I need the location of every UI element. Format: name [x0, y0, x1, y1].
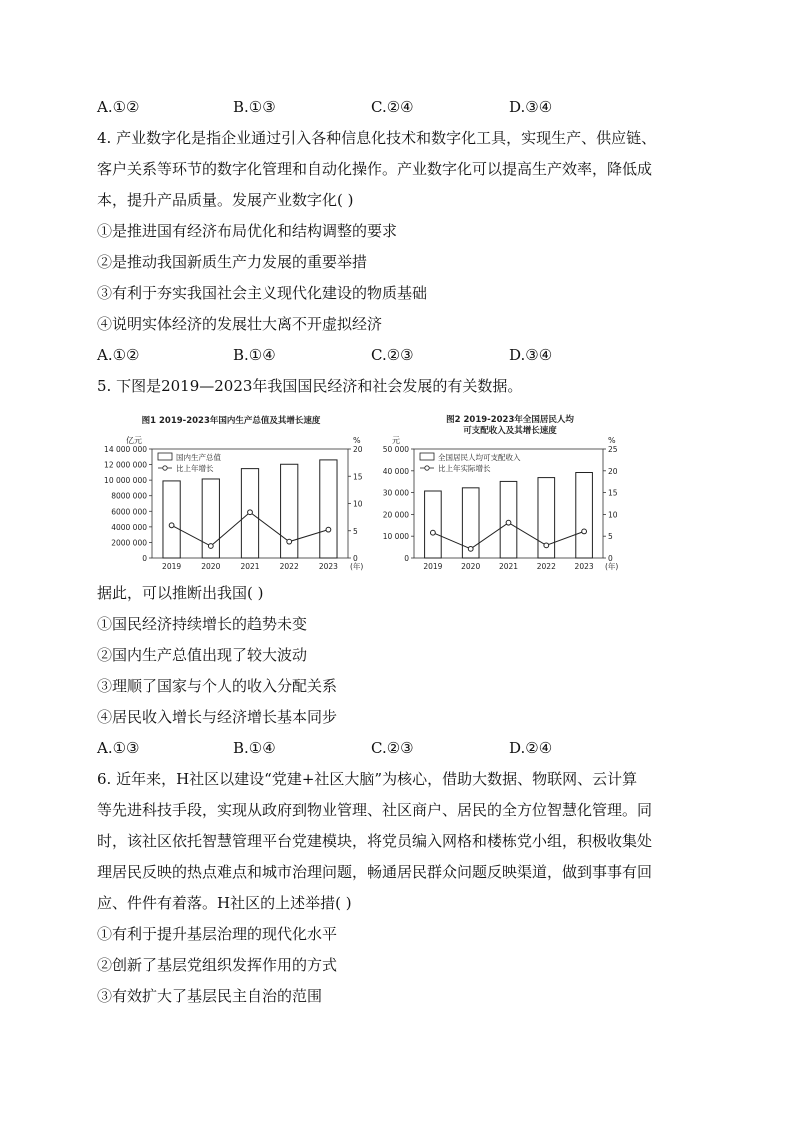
x-tick-label: 2023: [318, 562, 338, 571]
q5-item-3: ③理顺了国家与个人的收入分配关系: [97, 677, 338, 695]
bar: [500, 481, 517, 558]
right-tick-label: 25: [608, 445, 618, 454]
legend-line-label: 比上年实际增长: [438, 464, 491, 473]
right-tick-label: 5: [608, 532, 613, 542]
left-tick-label: 0: [142, 554, 147, 563]
q4-options: [97, 345, 697, 365]
bar: [576, 473, 593, 558]
left-tick-label: 0: [404, 554, 409, 563]
q5-item-1: ①国民经济持续增长的趋势未变: [97, 615, 308, 633]
income-chart: [378, 408, 640, 574]
q6-item-3: ③有效扩大了基层民主自治的范围: [97, 987, 323, 1005]
q6-stem-line-5: 应、件件有着落。H社区的上述举措( ): [97, 894, 352, 912]
right-tick-label: 20: [353, 445, 363, 454]
right-axis-unit: %: [353, 436, 361, 445]
q5-option-a[interactable]: A.①③: [97, 739, 140, 757]
growth-point: [582, 529, 587, 534]
growth-point: [169, 523, 174, 528]
left-axis-unit: 元: [392, 436, 400, 445]
left-tick-label: 40 000: [382, 466, 409, 476]
q5-stem: 5. 下图是2019—2023年我国国民经济和社会发展的有关数据。: [97, 377, 523, 395]
q5-option-c[interactable]: C.②③: [371, 739, 414, 757]
x-tick-label: 2022: [536, 562, 556, 571]
right-tick-label: 10: [608, 510, 618, 520]
q3-options: [97, 97, 697, 117]
q6-stem-line-3: 时，该社区依托智慧管理平台党建模块，将党员编入网格和楼栋党小组，积极收集处: [97, 832, 653, 850]
right-axis-unit: %: [608, 436, 616, 445]
left-tick-label: 10 000: [382, 532, 409, 542]
bar: [320, 460, 337, 558]
q4-item-1: ①是推进国有经济布局优化和结构调整的要求: [97, 222, 398, 240]
right-tick-label: 0: [608, 554, 613, 563]
bar: [163, 481, 180, 558]
x-tick-label: 2020: [461, 562, 481, 571]
chart1-title: 图1 2019-2023年国内生产总值及其增长速度: [141, 416, 321, 426]
q6-item-1: ①有利于提升基层治理的现代化水平: [97, 925, 338, 943]
q5-option-d[interactable]: D.②④: [509, 739, 553, 757]
q5-item-2: ②国内生产总值出现了较大波动: [97, 646, 308, 664]
q5-item-4: ④居民收入增长与经济增长基本同步: [97, 708, 338, 726]
q4-stem-line-2: 客户关系等环节的数字化管理和自动化操作。产业数字化可以提高生产效率，降低成: [97, 160, 653, 178]
right-tick-label: 15: [353, 472, 363, 482]
q5-question: 据此，可以推断出我国( ): [97, 584, 264, 602]
right-tick-label: 20: [608, 466, 618, 476]
q3-option-b[interactable]: B.①③: [233, 98, 276, 116]
left-tick-label: 14 000 000: [104, 445, 147, 454]
q4-stem-line-3: 本，提升产品质量。发展产业数字化( ): [97, 191, 354, 209]
q6-stem-line-1: 6. 近年来，H社区以建设“党建+社区大脑”为核心，借助大数据、物联网、云计算: [97, 770, 638, 788]
x-axis-unit: (年): [605, 562, 619, 571]
q4-item-4: ④说明实体经济的发展壮大离不开虚拟经济: [97, 315, 383, 333]
q6-item-2: ②创新了基层党组织发挥作用的方式: [97, 956, 338, 974]
legend-point-swatch: [425, 466, 429, 470]
legend-point-swatch: [163, 466, 167, 470]
growth-point: [287, 539, 292, 544]
growth-point: [468, 546, 473, 551]
q4-option-d[interactable]: D.③④: [509, 346, 553, 364]
q4-option-b[interactable]: B.①④: [233, 346, 276, 364]
q3-option-a[interactable]: A.①②: [97, 98, 140, 116]
gdp-chart: [100, 408, 362, 574]
x-axis-unit: (年): [350, 562, 364, 571]
growth-point: [431, 530, 436, 535]
left-tick-label: 2000 000: [111, 538, 147, 548]
q5-option-b[interactable]: B.①④: [233, 739, 276, 757]
right-tick-label: 0: [353, 554, 358, 563]
right-tick-label: 5: [353, 526, 358, 536]
legend-bar-swatch: [158, 453, 172, 460]
left-tick-label: 8000 000: [111, 491, 147, 501]
x-tick-label: 2023: [574, 562, 594, 571]
q4-option-a[interactable]: A.①②: [97, 346, 140, 364]
q4-option-c[interactable]: C.②③: [371, 346, 414, 364]
x-tick-label: 2021: [240, 562, 260, 571]
left-tick-label: 12 000 000: [104, 460, 147, 470]
chart2-title-line-2: 可支配收入及其增长速度: [463, 426, 557, 436]
legend-bar-label: 国内生产总值: [176, 453, 221, 462]
q4-item-3: ③有利于夯实我国社会主义现代化建设的物质基础: [97, 284, 428, 302]
q5-options: [97, 738, 697, 758]
x-tick-label: 2020: [201, 562, 221, 571]
left-tick-label: 10 000 000: [104, 476, 147, 486]
x-tick-label: 2021: [498, 562, 519, 571]
left-tick-label: 50 000: [382, 445, 409, 454]
q6-stem-line-4: 理居民反映的热点难点和城市治理问题，畅通居民群众问题反映渠道，做到事事有回: [97, 863, 653, 881]
growth-point: [208, 544, 213, 549]
growth-point: [248, 510, 253, 515]
x-tick-label: 2019: [423, 562, 443, 571]
chart2-title-line-1: 图2 2019-2023年全国居民人均: [446, 415, 574, 425]
right-tick-label: 15: [608, 488, 618, 498]
x-tick-label: 2022: [279, 562, 299, 571]
q4-stem-line-1: 4. 产业数字化是指企业通过引入各种信息化技术和数字化工具，实现生产、供应链、: [97, 129, 657, 147]
left-tick-label: 4000 000: [111, 522, 147, 532]
growth-point: [326, 527, 331, 532]
bar: [425, 491, 442, 558]
q4-item-2: ②是推动我国新质生产力发展的重要举措: [97, 253, 368, 271]
q6-stem-line-2: 等先进科技手段，实现从政府到物业管理、社区商户、居民的全方位智慧化管理。同: [97, 801, 653, 819]
growth-point: [544, 543, 549, 548]
left-tick-label: 30 000: [382, 488, 409, 498]
left-axis-unit: 亿元: [126, 436, 142, 445]
legend-bar-label: 全国居民人均可支配收入: [438, 453, 521, 462]
q3-option-d[interactable]: D.③④: [509, 98, 553, 116]
legend-line-label: 比上年增长: [176, 464, 214, 473]
left-tick-label: 6000 000: [111, 507, 147, 517]
legend-bar-swatch: [420, 453, 434, 460]
q3-option-c[interactable]: C.②④: [371, 98, 414, 116]
left-tick-label: 20 000: [382, 510, 409, 520]
x-tick-label: 2019: [162, 562, 182, 571]
right-tick-label: 10: [353, 499, 363, 509]
growth-point: [506, 520, 511, 525]
